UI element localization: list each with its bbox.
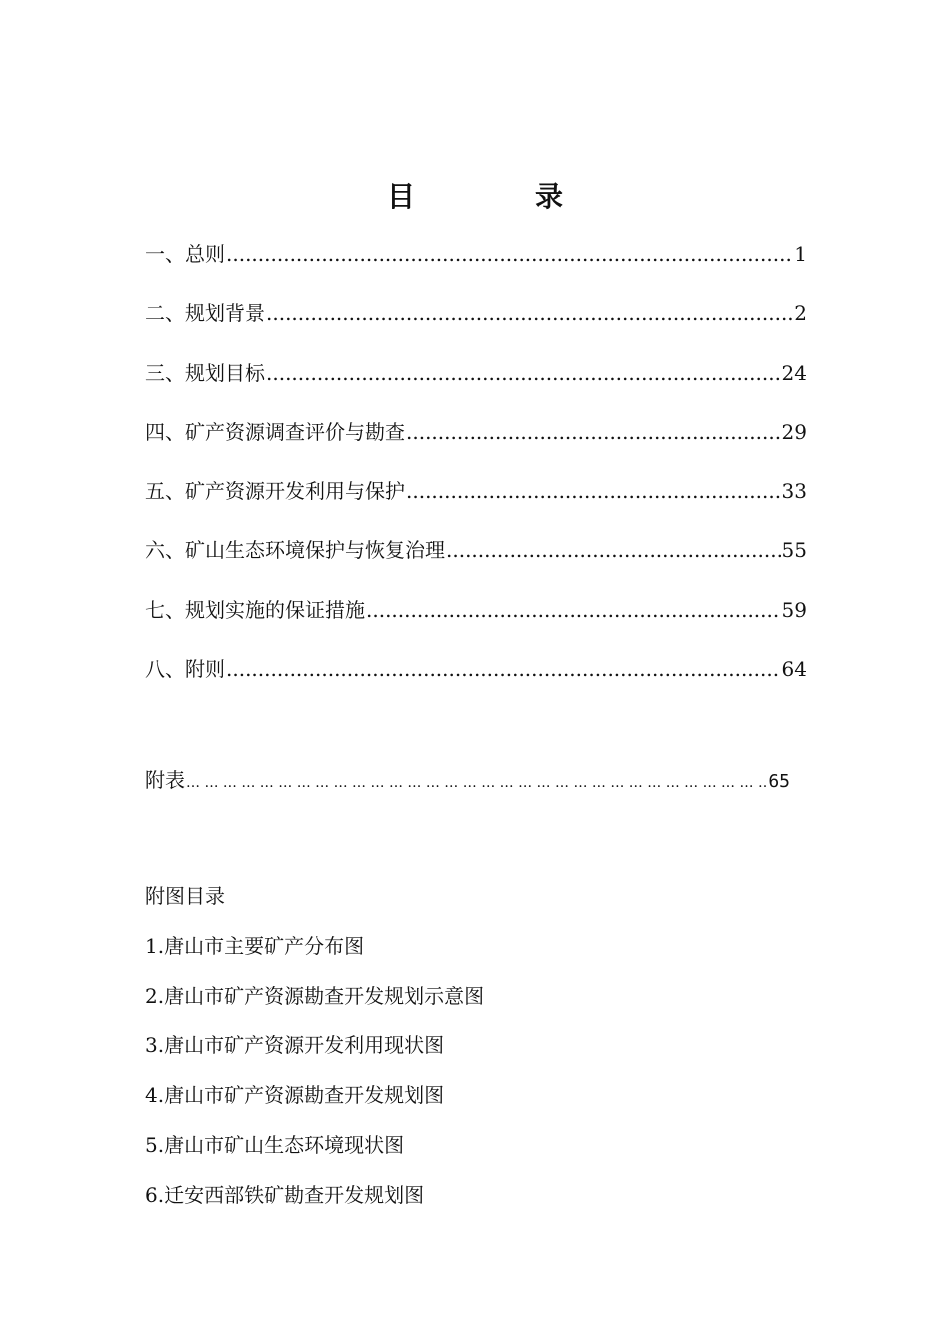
toc-entry-page: 64 [781, 657, 807, 682]
toc-entry-page: 24 [781, 360, 807, 385]
toc-leader-dots [266, 295, 793, 331]
toc-leader-dots [266, 355, 781, 391]
toc-entry[interactable] [145, 532, 807, 591]
toc-entry-label: 一、总则 [145, 242, 225, 266]
toc-leader-dots [186, 768, 767, 792]
toc-entry[interactable] [145, 414, 807, 473]
toc-entry[interactable] [145, 651, 807, 710]
toc-entry[interactable] [145, 236, 807, 295]
figure-list-item[interactable]: 2.唐山市矿产资源勘查开发规划示意图 [145, 983, 485, 1008]
toc-entry-page: 59 [781, 597, 807, 622]
toc-entry-label: 五、矿产资源开发利用与保护 [145, 479, 405, 504]
toc-entry-appendix-table[interactable] [145, 764, 790, 793]
toc-entry[interactable] [145, 473, 807, 532]
toc-leader-dots [366, 592, 781, 628]
page-title [0, 175, 950, 215]
toc-leader-dots [226, 236, 793, 272]
toc-entry-label: 六、矿山生态环境保护与恢复治理 [145, 538, 445, 563]
toc-leader-dots [406, 414, 781, 450]
appendix-table-page: 65 [768, 771, 790, 792]
toc-entry-page: 55 [781, 538, 807, 563]
toc-entry-label: 三、规划目标 [145, 360, 265, 385]
toc-entry-page: 29 [781, 419, 807, 444]
title-char-1: 目 [386, 180, 415, 213]
table-of-contents [145, 236, 807, 710]
figure-list-item[interactable]: 6.迁安西部铁矿勘查开发规划图 [145, 1182, 425, 1207]
toc-entry-label: 四、矿产资源调查评价与勘查 [145, 419, 405, 444]
figure-list-heading: 附图目录 [145, 884, 225, 908]
figure-list-item[interactable]: 1.唐山市主要矿产分布图 [145, 933, 365, 958]
figure-list [145, 876, 484, 1225]
toc-leader-dots [406, 473, 781, 509]
toc-entry-page: 2 [794, 301, 807, 326]
toc-leader-dots [446, 532, 781, 568]
toc-entry-label: 八、附则 [145, 657, 225, 682]
toc-entry-page: 33 [781, 479, 807, 504]
appendix-table-label: 附表 [145, 768, 185, 792]
toc-entry-label: 二、规划背景 [145, 301, 265, 326]
toc-entry[interactable] [145, 592, 807, 651]
toc-entry-label: 七、规划实施的保证措施 [145, 597, 365, 622]
toc-entry[interactable] [145, 295, 807, 354]
figure-list-item[interactable]: 5.唐山市矿山生态环境现状图 [145, 1132, 405, 1157]
toc-entry[interactable] [145, 355, 807, 414]
toc-entry-page: 1 [794, 242, 807, 266]
figure-list-item[interactable]: 4.唐山市矿产资源勘查开发规划图 [145, 1083, 445, 1108]
toc-leader-dots [226, 651, 781, 687]
figure-list-item[interactable]: 3.唐山市矿产资源开发利用现状图 [145, 1033, 445, 1058]
title-char-2: 录 [535, 180, 564, 213]
